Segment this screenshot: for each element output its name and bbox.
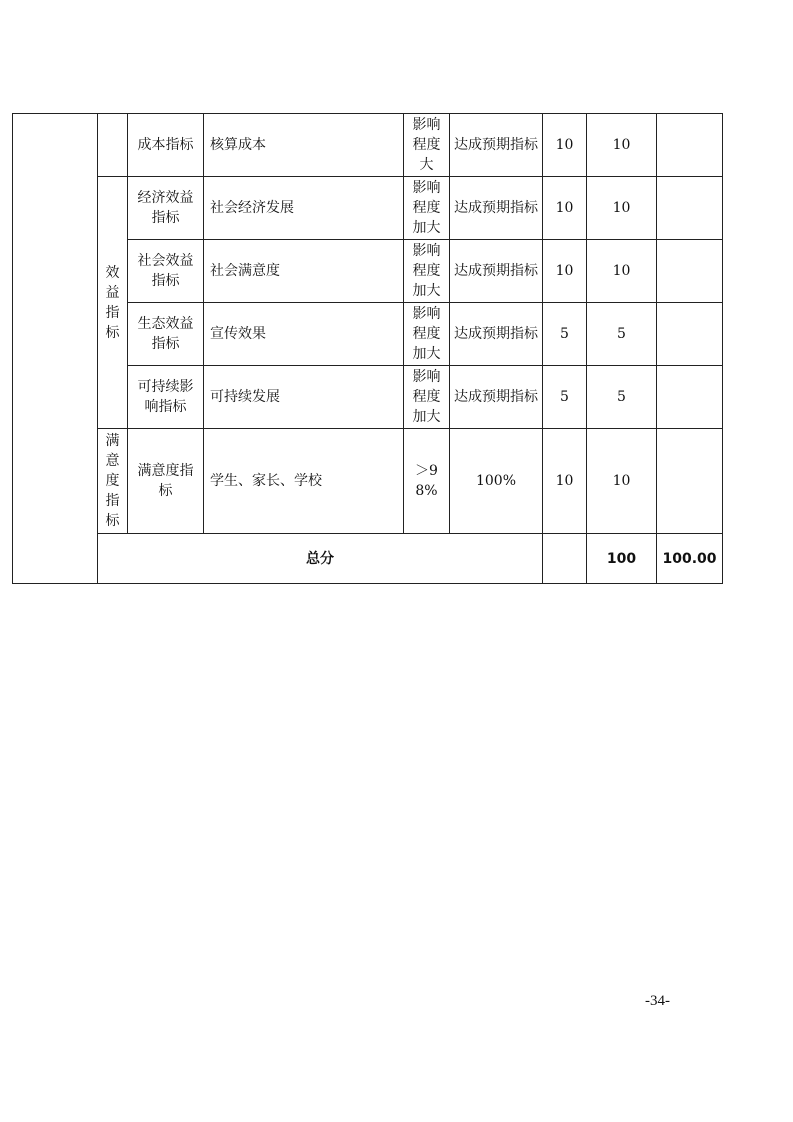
page-number: -34-: [645, 993, 670, 1009]
actual-value: 达成预期指标: [450, 366, 543, 429]
tertiary-indicator: 核算成本: [204, 114, 404, 177]
indicator-value: 影响程度加大: [404, 240, 450, 303]
secondary-indicator: 生态效益指标: [128, 303, 204, 366]
weight-cell: 5: [543, 366, 587, 429]
total-score: 100.00: [657, 534, 723, 584]
weight-cell: 10: [543, 114, 587, 177]
total-actual-value: [543, 534, 587, 584]
remark-cell: [657, 240, 723, 303]
score-cell: 5: [587, 366, 657, 429]
total-label: 总分: [98, 534, 543, 584]
weight-cell: 5: [543, 303, 587, 366]
actual-value: 100%: [450, 429, 543, 534]
total-row: [13, 534, 723, 584]
score-cell: 10: [587, 240, 657, 303]
score-cell: 5: [587, 303, 657, 366]
secondary-indicator: 社会效益指标: [128, 240, 204, 303]
secondary-indicator: 成本指标: [128, 114, 204, 177]
secondary-indicator: 经济效益指标: [128, 177, 204, 240]
secondary-indicator: 可持续影响指标: [128, 366, 204, 429]
remark-cell: [657, 177, 723, 240]
remark-cell: [657, 303, 723, 366]
weight-cell: 10: [543, 429, 587, 534]
total-weight: 100: [587, 534, 657, 584]
remark-cell: [657, 114, 723, 177]
score-cell: 10: [587, 429, 657, 534]
first-level-cell: [13, 114, 98, 584]
indicator-value: 影响程度加大: [404, 177, 450, 240]
score-cell: 10: [587, 177, 657, 240]
table-row: [13, 114, 723, 177]
actual-value: 达成预期指标: [450, 303, 543, 366]
tertiary-indicator: 学生、家长、学校: [204, 429, 404, 534]
table-row: [13, 429, 723, 534]
benefit-group-label: 效益指标: [98, 177, 128, 429]
tertiary-indicator: 社会满意度: [204, 240, 404, 303]
score-cell: 10: [587, 114, 657, 177]
indicator-value: 影响程度加大: [404, 366, 450, 429]
remark-cell: [657, 366, 723, 429]
actual-value: 达成预期指标: [450, 177, 543, 240]
satisfaction-group-label: 满意度指标: [98, 429, 128, 534]
secondary-indicator: 满意度指标: [128, 429, 204, 534]
tertiary-indicator: 可持续发展: [204, 366, 404, 429]
weight-cell: 10: [543, 177, 587, 240]
performance-table: [12, 113, 723, 584]
tertiary-indicator: 宣传效果: [204, 303, 404, 366]
tertiary-indicator: 社会经济发展: [204, 177, 404, 240]
weight-cell: 10: [543, 240, 587, 303]
actual-value: 达成预期指标: [450, 114, 543, 177]
group-cell-empty: [98, 114, 128, 177]
remark-cell: [657, 429, 723, 534]
indicator-value: 影响程度大: [404, 114, 450, 177]
indicator-value: 影响程度加大: [404, 303, 450, 366]
table-row: [13, 177, 723, 240]
actual-value: 达成预期指标: [450, 240, 543, 303]
indicator-value: ＞98%: [404, 429, 450, 534]
